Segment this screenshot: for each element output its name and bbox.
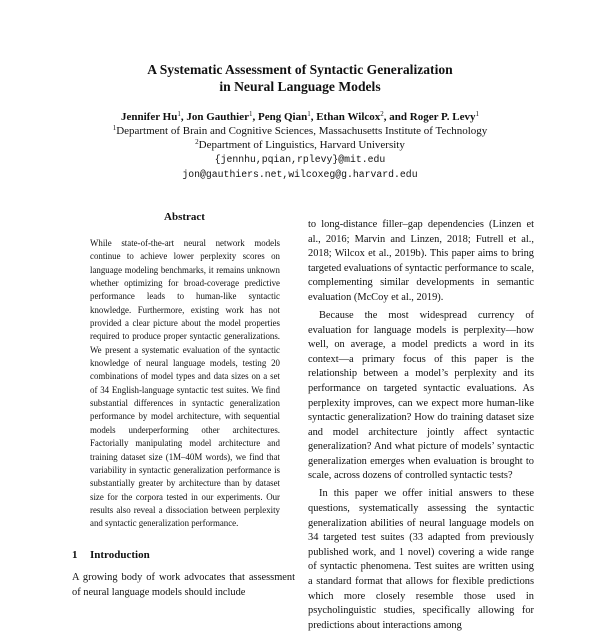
author: Ethan Wilcox [316, 111, 381, 123]
section-number: 1 [72, 549, 78, 561]
paper-title [0, 61, 600, 95]
author-affil-mark: 1 [248, 110, 253, 118]
author-affil-mark: 1 [475, 110, 479, 118]
affil-mark: 1 [112, 124, 117, 132]
section-heading-introduction [72, 549, 150, 561]
author: Jennifer Hu [121, 111, 178, 123]
abstract-heading: Abstract [164, 211, 205, 223]
author-sep: , [252, 111, 258, 123]
affil-text: Department of Brain and Cognitive Sciences, Massachusetts Institute of Technology [116, 125, 488, 137]
author-affil-mark: 1 [307, 110, 311, 118]
author-sep: , [310, 111, 317, 123]
affil-text: Department of Linguistics, Harvard University [198, 139, 405, 151]
affiliation-2 [0, 138, 600, 152]
author-list [0, 110, 600, 124]
affiliation-1 [0, 124, 600, 138]
author-sep: , and [383, 111, 410, 123]
title-line-1: A Systematic Assessment of Syntactic Generalization [147, 62, 453, 77]
author-affil-mark: 1 [177, 110, 181, 118]
author-affil-mark: 2 [380, 110, 384, 118]
paragraph-1: to long-distance filler–gap dependencies (Linzen et al., 2016; Marvin and Linzen, 2018; Futrell et al., 2018; Wilcox et al., 2019b). This paper aims to bring targeted evaluations of syntactic performance to scale, complementing similar developments in semantic evaluation (McCoy et al., 2019). [308, 219, 534, 303]
email-line-1: {jennhu,pqian,rplevy}@mit.edu [214, 154, 386, 165]
author: Roger P. Levy [409, 111, 476, 123]
email-line-2: jon@gauthiers.net,wilcoxeg@g.harvard.edu [182, 169, 418, 180]
introduction-paragraph: A growing body of work advocates that assessment of neural language models should include [72, 572, 295, 598]
title-line-2: in Neural Language Models [219, 79, 381, 94]
author: Jon Gauthier [186, 111, 249, 123]
section-title: Introduction [90, 549, 150, 561]
paragraph-3: In this paper we offer initial answers to these questions, systematically assessing the syntactic generalization abilities of neural language models on 34 targeted test suites (33 adapted from previously published work, and 1 novel) covering a wide range of syntactic phenomena. Test suites are written using a standard format that allows for flexible predictions which more closely resemble those used in psycholinguistic studies, specifically allowing for predictions about interactions among [308, 488, 534, 631]
author: Peng Qian [257, 111, 308, 123]
paragraph-2: Because the most widespread currency of evaluation for language models is perplexity—how well, on average, a model predicts a word in its context—a primary focus of this paper is the relationship between a model’s perplexity and its performance on targeted syntactic evaluations. As perplexity improves, can we expect more human-like syntactic generalization? How do training dataset size and model architecture jointly affect syntactic generalization? And what picture of models’ syntactic generalization emerges when evaluation is brought to scale, across dozens of controlled syntactic tests? [308, 309, 534, 482]
affil-mark: 2 [195, 138, 199, 146]
abstract-body: While state-of-the-art neural network models continue to achieve lower perplexity scores on language modeling benchmarks, it remains unknown whether optimizing for broad-coverage predictive performance leads to human-like syntactic knowledge. Furthermore, existing work has not provided a clear picture about the model properties required to produce proper syntactic generalizations. We present a systematic evaluation of the syntactic knowledge of neural language models, testing 20 combinations of model types and data sizes on a set of 34 English-language syntactic test suites. We find substantial differences in syntactic generalization performance by model architecture, with sequential models underperforming other architectures. Factorially manipulating model architecture and training dataset size (1M–40M words), we find that variability in syntactic generalization performance is substantially greater by architecture than by dataset size for the corpora tested in our experiments. Our results also reveal a dissociation between perplexity and syntactic generalization performance. [90, 238, 280, 529]
author-sep: , [180, 111, 187, 123]
right-column [308, 218, 534, 633]
